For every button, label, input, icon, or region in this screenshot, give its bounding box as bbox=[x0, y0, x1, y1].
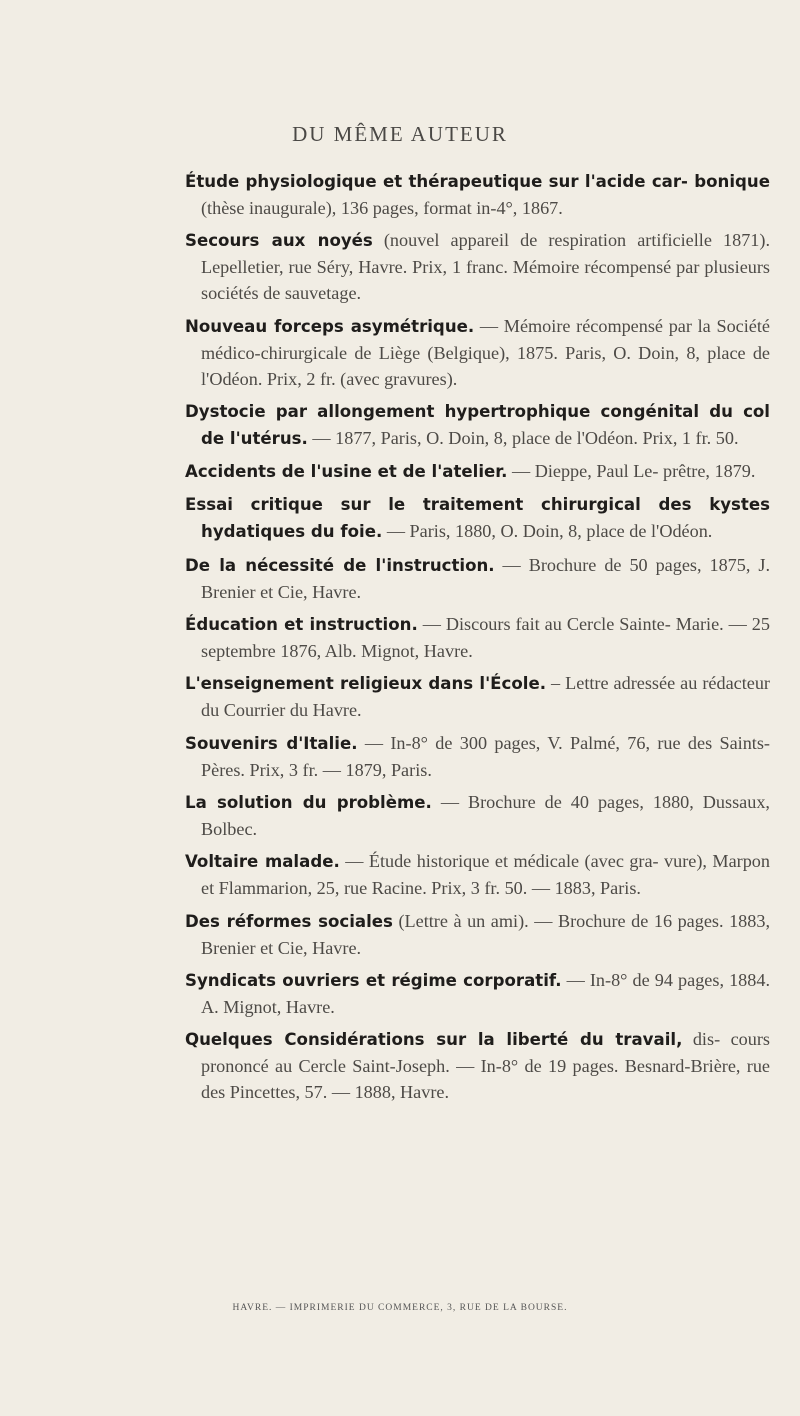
entry-details: – Lettre adressée au rédacteur du Courrier du Havre. bbox=[201, 673, 770, 721]
entry-details: (nouvel appareil de respiration artificielle 1871). Lepelletier, rue Séry, Havre. Prix, 1 franc. Mémoire récompensé par plusieurs sociétés de sauvetage. bbox=[201, 230, 770, 304]
entry-details: (Lettre à un ami). — Brochure de 16 pages. 1883, Brenier et Cie, Havre. bbox=[201, 910, 770, 958]
entry-title: L'enseignement religieux dans l'École. bbox=[185, 674, 547, 694]
entry-title: Éducation et instruction. bbox=[185, 615, 418, 635]
printer-imprint: HAVRE. — IMPRIMERIE DU COMMERCE, 3, RUE DE LA BOURSE. bbox=[232, 1303, 568, 1313]
entry-title: De la nécessité de l'instruction. bbox=[185, 555, 495, 575]
entry-details: — 1877, Paris, O. Doin, 8, place de l'Odéon. Prix, 1 fr. 50. bbox=[307, 427, 739, 448]
bibliography-entry bbox=[185, 611, 770, 664]
bibliography-entry bbox=[185, 730, 770, 783]
entry-title: Secours aux noyés bbox=[185, 231, 373, 251]
bibliography-list bbox=[185, 168, 770, 1111]
bibliography-entry bbox=[185, 908, 770, 961]
entry-details: — Paris, 1880, O. Doin, 8, place de l'Odéon. bbox=[382, 521, 713, 542]
entry-title: Dystocie par allongement hypertrophique congénital du col de l'utérus. bbox=[185, 401, 770, 448]
entry-details: — In-8° de 300 pages, V. Palmé, 76, rue des Saints-Pères. Prix, 3 fr. — 1879, Paris. bbox=[201, 732, 770, 780]
bibliography-entry bbox=[185, 789, 770, 842]
entry-details: — Dieppe, Paul Le- prêtre, 1879. bbox=[507, 461, 756, 482]
page-heading: DU MÊME AUTEUR bbox=[292, 122, 508, 146]
bibliography-entry bbox=[185, 670, 770, 723]
entry-details: — Mémoire récompensé par la Société médico-chirurgicale de Liège (Belgique), 1875. Paris, O. Doin, 8, place de l'Odéon. Prix, 2 fr. (avec gravures). bbox=[201, 315, 770, 389]
entry-title: La solution du problème. bbox=[185, 792, 432, 812]
entry-title: Quelques Considérations sur la liberté du travail, bbox=[185, 1030, 683, 1050]
entry-details: — In-8° de 94 pages, 1884. A. Mignot, Havre. bbox=[201, 969, 770, 1017]
entry-title: Souvenirs d'Italie. bbox=[185, 733, 358, 753]
entry-title: Étude physiologique et thérapeutique sur l'acide car- bonique bbox=[185, 172, 770, 191]
bibliography-entry bbox=[185, 168, 770, 221]
bibliography-entry bbox=[185, 967, 770, 1020]
bibliography-entry bbox=[185, 1026, 770, 1105]
entry-title: Accidents de l'usine et de l'atelier. bbox=[185, 462, 508, 482]
entry-title: Nouveau forceps asymétrique. bbox=[185, 316, 475, 336]
bibliography-entry bbox=[185, 552, 770, 605]
entry-details: — Étude historique et médicale (avec gra- vure), Marpon et Flammarion, 25, rue Racine. Prix, 3 fr. 50. — 1883, Paris. bbox=[201, 851, 770, 899]
bibliography-entry bbox=[185, 227, 770, 306]
entry-details: — Brochure de 40 pages, 1880, Dussaux, Bolbec. bbox=[201, 791, 770, 839]
bibliography-entry bbox=[185, 398, 770, 452]
entry-details: — Discours fait au Cercle Sainte- Marie. — 25 septembre 1876, Alb. Mignot, Havre. bbox=[201, 614, 770, 662]
bibliography-entry bbox=[185, 313, 770, 392]
entry-title: Des réformes sociales bbox=[185, 911, 393, 931]
bibliography-entry bbox=[185, 458, 770, 485]
entry-title: Syndicats ouvriers et régime corporatif. bbox=[185, 970, 562, 990]
entry-details: (thèse inaugurale), 136 pages, format in-4°, 1867. bbox=[201, 198, 563, 218]
entry-details: dis- cours prononcé au Cercle Saint-Joseph. — In-8° de 19 pages. Besnard-Brière, rue des Pincettes, 57. — 1888, Havre. bbox=[201, 1029, 770, 1103]
entry-details: — Brochure de 50 pages, 1875, J. Brenier et Cie, Havre. bbox=[201, 554, 770, 602]
bibliography-entry bbox=[185, 491, 770, 545]
entry-title: Essai critique sur le traitement chirurgical des kystes hydatiques du foie. bbox=[185, 495, 770, 542]
bibliography-entry bbox=[185, 848, 770, 901]
entry-title: Voltaire malade. bbox=[185, 852, 340, 872]
